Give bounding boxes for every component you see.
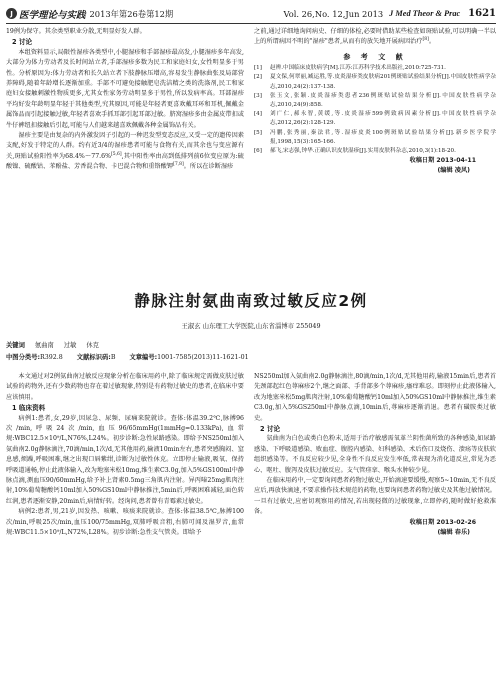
reference-number: [1] (254, 65, 262, 72)
prev-article-left-column (6, 27, 244, 273)
keyword: 过敏 (63, 342, 77, 349)
paragraph: 本组资料显示,局限性湿疹各类型中,小腿湿疹和手部湿疹最高发,小腿湿疹多年高发,大部分为体力劳动者及长时间站立者,手部湿疹多数为民工和家庭妇女,女性明显多于男性。分析原因为:体力劳动者和长久站立者下肢静脉压增高,容易发生静脉曲张及局部营养障碍,随着年龄增长逐渐加重。手部不可避免接触肥皂洗洁精之类的洗涤剂,民工和家庭妇女接触刺激性物质更多,尤其女性家务劳动明显多于男性,所以发病率高。耳部湿疹平均好发年龄明显年轻于其他类型,究其原因,可能是年轻者更喜欢戴耳环和耳机,佩戴金属饰品而引起接触过敏,年轻者喜欢手抓耳部引起耳部过敏。脐窝湿疹多由金属皮带扣或牛仔裤纽扣接触后引起,可能与人们越来越喜欢佩戴各种金属饰品有关。 (6, 48, 244, 129)
paragraph: 之前,通过详细地询问病史、仔细的体检,必要时借助某些检查如斑贴试验,可以明确一半以上的所谓病因不明的"湿疹"患者,从而有的放矢地开展病因治疗[8]。 (254, 28, 496, 46)
references-list (254, 64, 496, 156)
keywords-line (6, 341, 496, 351)
citation: [7,8] (173, 162, 184, 168)
reference-item (254, 64, 496, 73)
paragraph: 本文通过对2例氨曲南过敏反应现象分析在临床用药中,除了临床规定需做皮肤过敏试验的药物外,还有少数药物也存在着过敏现象,特别是有药物过敏史的患者,在临床中要应该慎用。 (6, 373, 244, 401)
received-date: 收稿日期 2013-02-26 (409, 518, 476, 526)
reference-number: [2] (254, 74, 262, 81)
journal-logo-icon: J (6, 8, 17, 19)
reference-text: 刘广仁,郝永智,黄缓,等.皮炎湿疹599例致病因素分析[J].中国皮肤性病学杂志,2012,26(2):128-129. (270, 111, 496, 127)
paragraph: 在临床用药中,一定要询问患者药物过敏史,开始滴速要缓慢,观察5~10min,无不良反应后,再放快滴速,不要求操作技术规范的药物,也要询问患者药物过敏史及其他过敏情况。一旦有过敏史,应密切观察用药情况,若出现轻微的过敏现象,立即停药,随时做好抢救准备。 (254, 477, 496, 516)
reference-number: [4] (254, 111, 262, 118)
editor-note: (编辑 凌风) (437, 167, 470, 175)
doc-label: 文献标识码: (76, 354, 111, 361)
references-title: 参 考 文 献 (343, 52, 407, 61)
reference-item (254, 73, 496, 91)
article-title: 静脉注射氨曲南致过敏反应2例 (134, 292, 368, 310)
reference-number: [3] (254, 92, 262, 99)
reference-item (254, 129, 496, 147)
reference-text: 赵辨.中国临床皮肤病学[M].江苏:江苏科学技术出版社,2010:725-731. (270, 65, 446, 72)
citation: [8] (422, 37, 429, 43)
issue-volume: Vol. 26,No. 12,Jun 2013 (283, 8, 384, 19)
received-date: 收稿日期 2013-04-11 (409, 157, 476, 165)
section-heading: 1 临床资料 (12, 404, 46, 413)
article-right-column (254, 372, 496, 667)
journal-name-cn: 医学理论与实践 (19, 9, 86, 21)
page-number: 1621 (468, 8, 496, 19)
paragraph: NS250ml加入氨曲南2.0g静脉滴注,80滴/min,1次/d,无其他用药,输液15min后,患者首先颈部起红色荨麻疹2个,继之面部、手背部多个荨麻疹,瘙痒难忍。即刻停止此液体输入,改为地塞米松5mg肌肉注射,10%葡萄糖酸钙10ml加入50%GS10ml中静脉推注,维生素C3.0g,加入5%GS250ml中静脉点滴,10min后,荨麻疹逐渐消退。患者有磺胺类过敏史。 (254, 373, 496, 422)
article-authors: 王淑玄 山东理工大学医院,山东省淄博市 255049 (181, 322, 321, 330)
reference-text: 夏文保,何翠丽,臧运胜,等.皮炎湿疹类皮肤病201例斑贴试验结果分析[J].中国皮肤性病学杂志,2010,24(2):137-138. (270, 74, 496, 90)
citation: [5,6] (110, 151, 122, 157)
cls-label: 中图分类号: (6, 354, 41, 361)
keyword: 休克 (86, 342, 99, 349)
editor-note: (编辑 春乐) (437, 528, 470, 536)
reference-number: [6] (254, 148, 262, 155)
reference-text: 张玉文,张颖.皮炎湿疹类患者236例斑贴试验结果分析[J].中国皮肤性病学杂志,2010,24(9):858. (270, 92, 496, 109)
reference-number: [5] (254, 129, 262, 136)
section-heading: 2 讨论 (12, 38, 33, 47)
doc-value: B (110, 354, 116, 361)
paragraph: 病例1:患者,女,29岁,因尿急、尿频、尿痛来院就诊。查体:体温39.2℃,脉搏96次/min,呼吸24次/min,血压96/65mmHg(1mmHg=0.133kPa),血常规:WBC12.5×10⁹/L,N76%,L24%。初步诊断:急性尿路感染。即给予NS250ml加入氨曲南2.0g静脉滴注,70滴/min,1次/d,无其他用药,输液10min左右,患者突感胸闷、窒息感,烦躁,呼吸困难,继之出现口唇紫绀,诊断为过敏性休克。立即停止输液,吸氧、保持呼吸道通畅,停止此液体输入,改为地塞米松10mg,维生素C3.0g,加入5%GS100ml中静脉点滴,测血压90/60mmHg,给予补上肾素0.5mg三角肌内注射。异丙嗪25mg肌肉注射,10%葡萄糖酸钙10ml加入50%GS10ml中静脉推注,5min后,呼吸困难减轻,面色转红润,患者逐渐安静,20min后,病情好转。经询问,患者曾有青霉素过敏史。 (6, 414, 244, 505)
article-id-label: 文章编号: (129, 354, 158, 361)
paragraph: 病例2:患者,男,21岁,因发热、咳嗽、咳痰来院就诊。查体:体温38.5℃,脉搏100次/min,呼吸25次/min,血压100/75mmHg,双肺呼吸音粗,右肺可闻及湿罗音,血常规:WBC11.5×10⁹/L,N72%,L28%。初步诊断:急性支气管炎。即给予 (6, 508, 244, 537)
reference-text: 冯鹏,张秀丽,秦法君,等.湿疹皮炎100例斑贴试验结果分析[J].新乡医学院学报,1998,15(3):165-166. (270, 129, 496, 145)
paragraph: 湿疹主要是由复杂的内外激发因子引起的一种迟发型变态反应,又受一定的遗传因素支配,好发于特定的人群。约有近3/4的湿疹患者可能与食物有关,而其余也与变应源有关,斑贴试验阳性率为68.4%～77.6%[5,6],其中阳性率由高到低排列前6位变应原为:硫酸镍、硫酸钴、苯酚盐、芳香混合物、卡巴混合物和重铬酸钾[7,8]。所以在诊断湿疹 (6, 132, 244, 171)
paragraph: 氨曲南为白色或类白色粉末,适用于治疗敏感需氧革兰阴性菌所致的各种感染,如尿路感染、下呼吸道感染、败血症、腹腔内感染、妇科感染、术后伤口及烧伤、溃疡等皮肤软组织感染等。不良反应较少见,全身性不良反应发生率低,常表现为消化道反应,常见为恶心、呕吐、腹泻及皮肤过敏反应。支气管痉挛、喉头水肿较少见。 (254, 435, 496, 474)
reference-item (254, 147, 496, 156)
keyword: 氨曲南 (34, 342, 54, 349)
reference-item (254, 110, 496, 128)
keywords-label: 关键词 (6, 342, 25, 349)
journal-name-en: J Med Theor & Prac (389, 9, 461, 18)
article-id-value: 1001-7585(2013)11-1621-01 (157, 354, 249, 361)
reference-text: 郝飞,宋志强,钟华.正确认识皮肤湿疹[J].实用皮肤科杂志,2010,3(1):18-20. (270, 148, 456, 155)
reference-item (254, 92, 496, 110)
classification-line (6, 353, 496, 363)
article-left-column (6, 372, 244, 667)
journal-logo (6, 7, 86, 21)
cls-value: R392.8 (40, 354, 63, 361)
paragraph: 19例为保守。其余类型职业分散,无明显好发人群。 (6, 28, 146, 35)
page-header (6, 4, 496, 24)
section-heading: 2 讨论 (260, 425, 281, 434)
prev-article-right-column (254, 27, 496, 277)
issue-date: 2013年第26卷第12期 (89, 8, 174, 19)
